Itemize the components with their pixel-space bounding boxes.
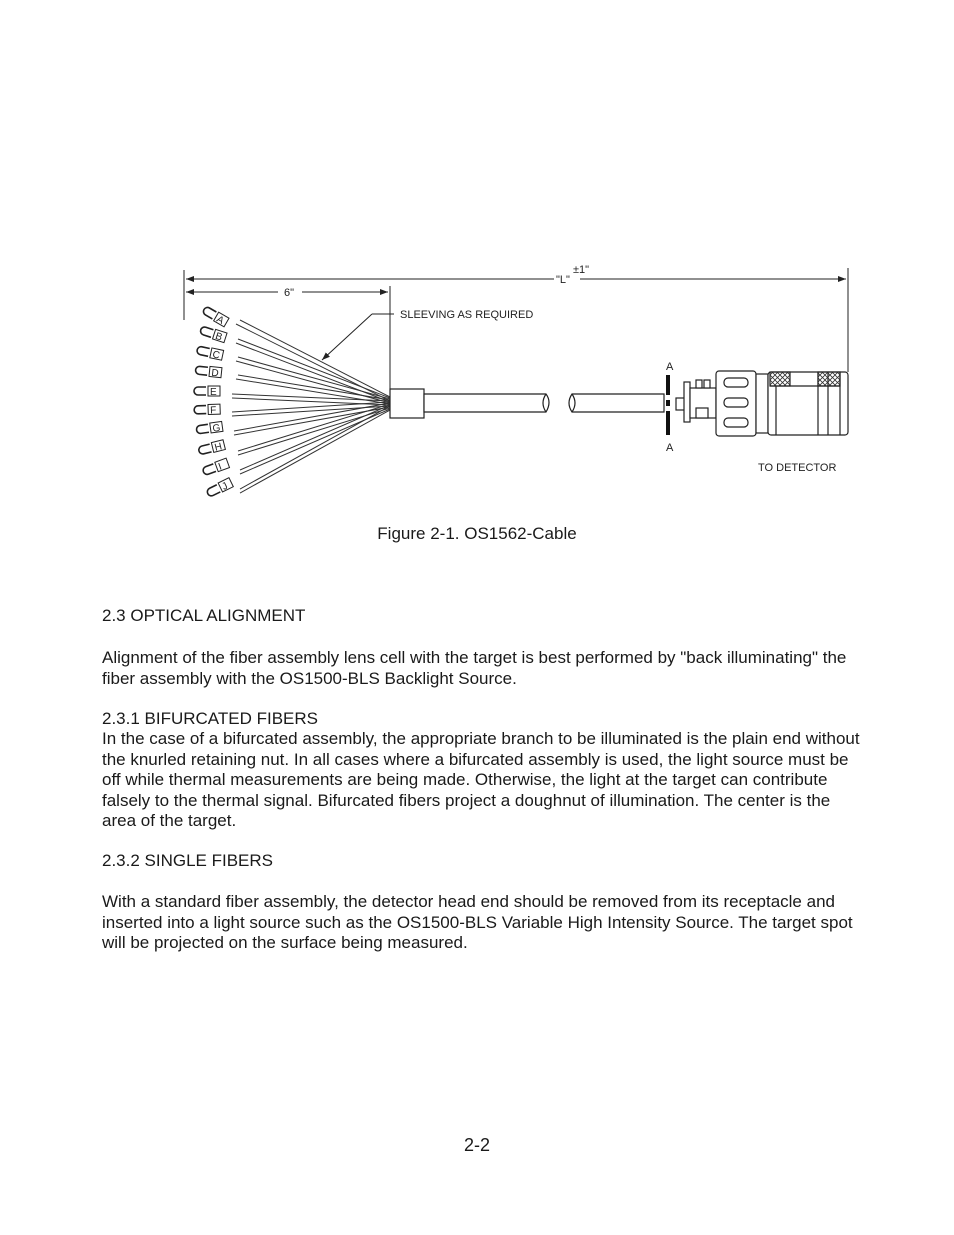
section-marker (666, 361, 674, 454)
terminal-lug (195, 365, 222, 380)
six-inch-label: 6" (284, 287, 295, 299)
paragraph: In the case of a bifurcated assembly, the appropriate branch to be illuminated is the plain end without the knurled retaining nut. In all cases where a bifurcated assembly is used, the light source must be off while thermal measurements are being made. Otherwise, the light at the target can contribute falsely to the thermal signal. Bifurcated fibers project a doughnut of illumination. The center is the area of the target. (102, 729, 860, 831)
paragraph: With a standard fiber assembly, the detector head end should be removed from its receptacle and inserted into a light source such as the OS1500-BLS Variable High Intensity Source. The target spot will be projected on the surface being measured. (102, 892, 853, 953)
terminal-lug (196, 345, 224, 362)
terminal-lug (198, 440, 226, 458)
sleeve (390, 389, 424, 418)
to-detector-label: TO DETECTOR (758, 462, 837, 474)
tolerance-label: ±1" (573, 264, 590, 276)
terminal-lug (194, 404, 220, 417)
page-number: 2-2 (463, 1135, 490, 1155)
terminal-lug (194, 386, 220, 398)
cable-diagram (0, 0, 954, 560)
terminal-label: B (213, 330, 224, 344)
cable-left (424, 394, 549, 412)
wire-fan (232, 320, 390, 493)
length-label: "L" (556, 274, 570, 286)
figure-caption: Figure 2-1. OS1562-Cable (377, 524, 577, 543)
section-body (102, 648, 862, 689)
cable-right (569, 394, 664, 412)
terminal-label: E (210, 387, 217, 398)
subsection-heading: 2.3.1 BIFURCATED FIBERS (102, 709, 319, 728)
terminal-lug (201, 305, 230, 328)
subsection-body (102, 729, 862, 832)
terminal-lug (199, 325, 227, 344)
section-marker-bottom: A (666, 442, 674, 454)
terminal-lug (206, 478, 235, 500)
detector-connector (676, 371, 848, 474)
sleeving-callout (322, 309, 533, 360)
subsection-body (102, 892, 862, 954)
sleeving-label: SLEEVING AS REQUIRED (400, 309, 534, 321)
cable-body (390, 389, 664, 418)
terminal-lug (202, 458, 231, 478)
terminal-lugs (194, 305, 234, 500)
paragraph: Alignment of the fiber assembly lens cell with the target is best performed by "back illuminating" the fiber assembly with the OS1500-BLS Backlight Source. (102, 648, 847, 688)
terminal-lug (196, 421, 223, 437)
section-marker-top: A (666, 361, 674, 373)
section-heading: 2.3 OPTICAL ALIGNMENT (102, 606, 306, 625)
terminal-label: A (214, 314, 226, 327)
terminal-label: J (220, 480, 230, 493)
terminal-label: C (211, 349, 221, 362)
terminal-label: D (210, 367, 220, 380)
subsection-heading: 2.3.2 SINGLE FIBERS (102, 851, 274, 870)
terminal-label: F (209, 405, 217, 417)
terminal-label: I (217, 461, 224, 473)
terminal-label: G (211, 422, 222, 435)
terminal-label: H (213, 441, 224, 454)
